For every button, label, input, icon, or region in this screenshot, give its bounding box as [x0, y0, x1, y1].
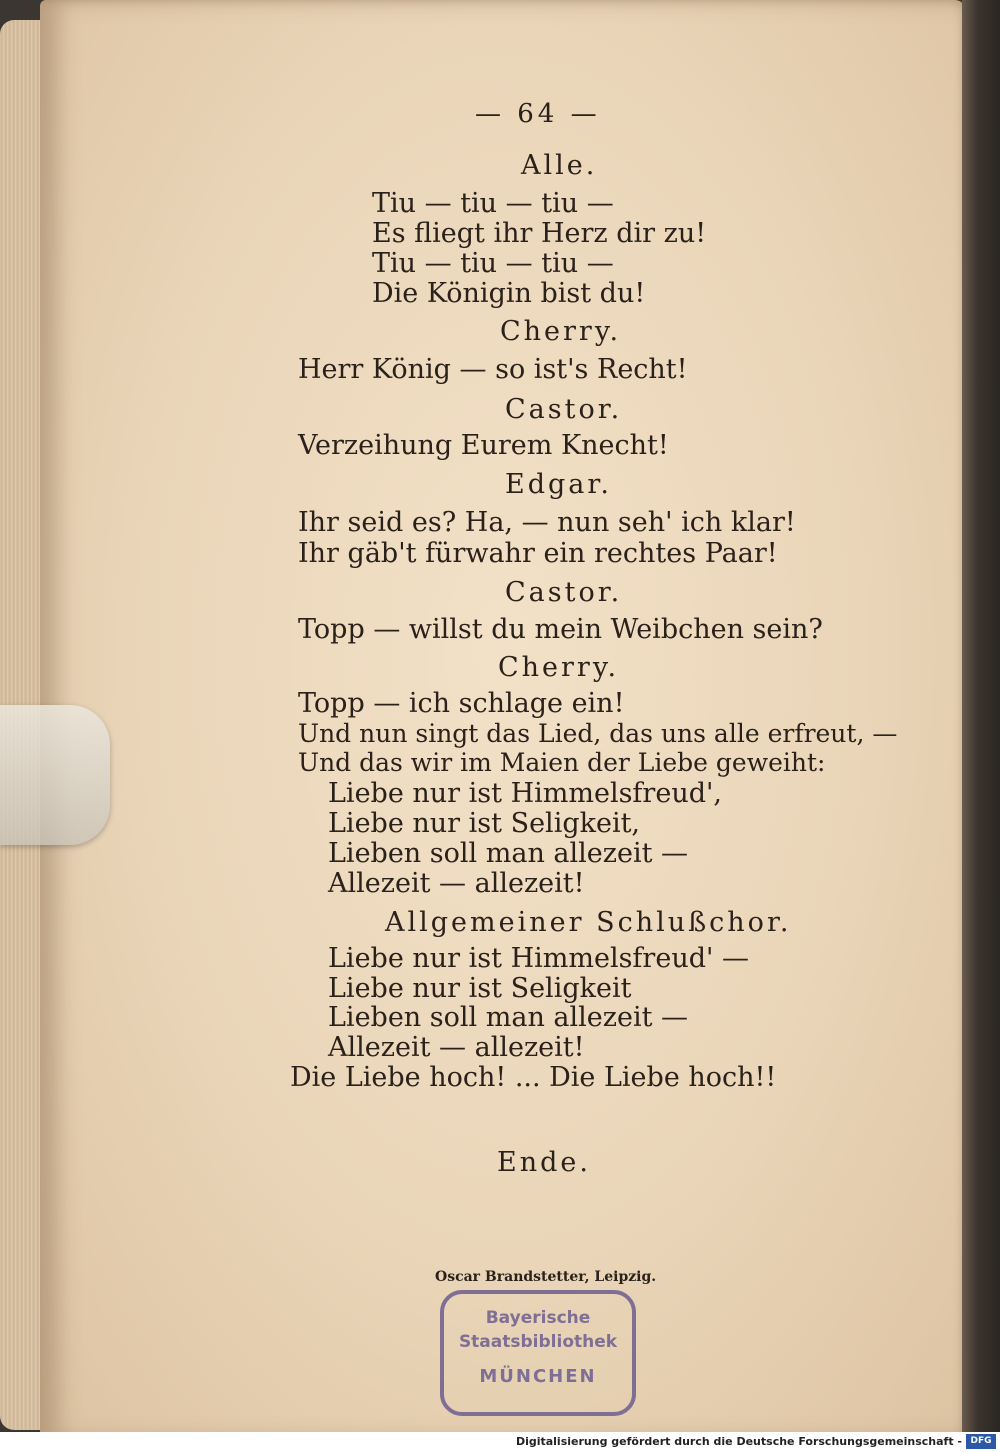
stamp-line: Staatsbibliothek — [458, 1332, 618, 1352]
footer-credit: Digitalisierung gefördert durch die Deutsche Forschungsgemeinschaft - — [515, 1435, 962, 1448]
verse-line: Liebe nur ist Himmelsfreud', — [328, 778, 722, 809]
verse-line: Liebe nur ist Himmelsfreud' — — [328, 943, 749, 974]
verse-line: Ihr seid es? Ha, — nun seh' ich klar! — [298, 507, 796, 538]
page-clip — [0, 705, 110, 845]
verse-line: Liebe nur ist Seligkeit — [328, 973, 632, 1004]
verse-line: Liebe nur ist Seligkeit, — [328, 808, 641, 839]
stamp-line: Bayerische — [485, 1308, 591, 1328]
verse-line: Und das wir im Maien der Liebe geweiht: — [298, 748, 826, 777]
speaker-schlusschor: Allgemeiner Schlußchor. — [385, 907, 792, 938]
dfg-logo-icon: DFG — [966, 1434, 996, 1449]
verse-line: Ihr gäb't fürwahr ein rechtes Paar! — [298, 538, 778, 569]
verse-line: Und nun singt das Lied, das uns alle erfreut, — — [298, 719, 898, 748]
speaker-cherry: Cherry. — [498, 652, 620, 683]
page-number: — 64 — — [475, 99, 601, 129]
book-cover-edge — [962, 0, 1000, 1452]
printer-imprint: Oscar Brandstetter, Leipzig. — [435, 1269, 657, 1285]
speaker-castor: Castor. — [505, 577, 623, 608]
stamp-line: MÜNCHEN — [479, 1366, 597, 1387]
verse-line: Es fliegt ihr Herz dir zu! — [372, 218, 707, 249]
speaker-cherry: Cherry. — [500, 316, 622, 347]
verse-line: Verzeihung Eurem Knecht! — [298, 430, 669, 461]
verse-line: Lieben soll man allezeit — — [328, 1002, 689, 1033]
verse-line: Herr König — so ist's Recht! — [298, 354, 688, 385]
verse-line: Allezeit — allezeit! — [328, 868, 585, 899]
end-marker: Ende. — [497, 1147, 591, 1178]
speaker-alle: Alle. — [521, 150, 598, 181]
verse-line: Tiu — tiu — tiu — — [372, 188, 614, 219]
verse-line: Die Königin bist du! — [372, 278, 646, 309]
verse-line: Topp — willst du mein Weibchen sein? — [298, 614, 823, 645]
verse-line: Allezeit — allezeit! — [328, 1032, 585, 1063]
speaker-castor: Castor. — [505, 394, 623, 425]
verse-line: Topp — ich schlage ein! — [298, 688, 625, 719]
verse-line: Tiu — tiu — tiu — — [372, 248, 614, 279]
speaker-edgar: Edgar. — [505, 469, 612, 500]
footer-bar — [0, 1432, 1000, 1452]
verse-line: Die Liebe hoch! ... Die Liebe hoch!! — [290, 1062, 777, 1093]
verse-line: Lieben soll man allezeit — — [328, 838, 689, 869]
library-stamp — [440, 1290, 636, 1416]
